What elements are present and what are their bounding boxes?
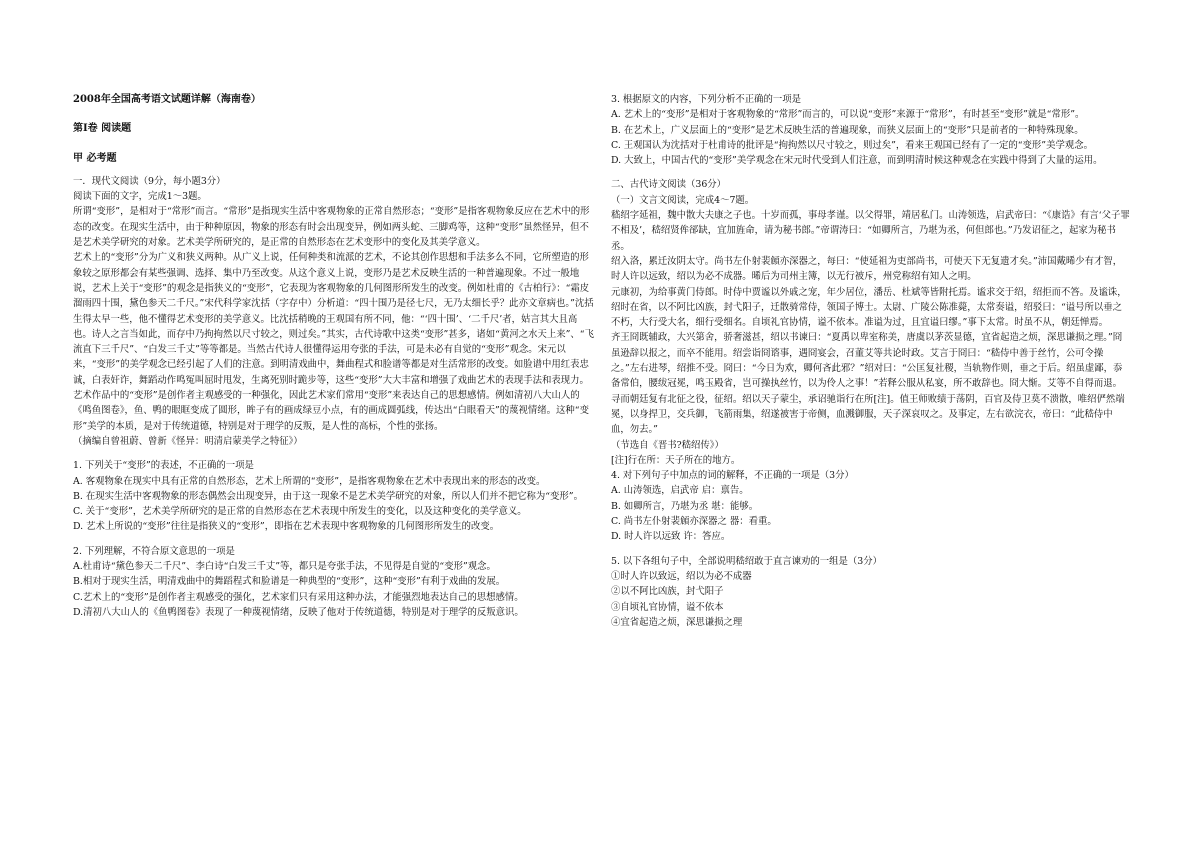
passage-paragraph: 寻而朝廷复有北征之役，征绍。绍以天子蒙尘，承诏驰诣行在所[注]。值王师败绩于荡阴，百官及侍卫莫不溃散，唯绍俨然端冕，以身捍卫，交兵御，飞箭雨集，绍遂被害于帝侧，血溅御服，天子深哀叹之。及事定，左右欲浣衣，帝曰：“此嵇侍中血，勿去。” [611,393,1125,436]
option: B. 在艺术上，广义层面上的“变形”是艺术反映生活的普遍现象，而狭义层面上的“变形”只是前者的一种特殊现象。 [611,124,1084,136]
option: A. 山涛领选，启武帝 启：禀告。 [611,485,749,497]
option: A. 客观物象在现实中具有正常的自然形态，艺术上所谓的“变形”，是指客观物象在艺术中表现出来的形态的改变。 [73,475,546,487]
right-column [611,92,1131,630]
option: D.清初八大山人的《鱼鸭图卷》表现了一种蔑视情绪，反映了他对于传统道德，特别是对于理学的反叛意识。 [73,606,524,618]
passage-source: （节选自《晋书?嵇绍传》） [611,439,724,451]
question-stem: 2. 下列理解，不符合原文意思的一项是 [73,545,235,557]
option: B.相对于现实生活，明清戏曲中的舞蹈程式和脸谱是一种典型的“变形”，这种“变形”有利于戏曲的发展。 [73,576,506,588]
section-heading: 甲 必考题 [73,152,117,164]
option: D. 大致上，中国古代的“变形”美学观念在宋元时代受到人们注意，而到明清时候这种观念在实践中得到了大量的运用。 [611,155,1103,167]
passage-paragraph: 绍入洛，累迁汝阴太守。尚书左仆射裴頠亦深器之，每曰：“使延祖为吏部尚书，可使天下无复遗才矣。”沛国戴晞少有才智，时人许以远致，绍以为必不成器。晞后为司州主簿，以无行被斥，州党称绍有知人之明。 [611,255,1123,283]
option: D. 艺术上所说的“变形”往往是指狭义的“变形”，即指在艺术表现中客观物象的几何图形所发生的改变。 [73,521,500,533]
question-stem: 3. 根据原文的内容，下列分析不正确的一项是 [611,94,802,105]
option: B. 如卿所言，乃堪为丞 堪：能够。 [611,500,759,512]
passage-paragraph: 艺术作品中的“变形”是创作者主观感受的一种强化，因此艺术家们常用“变形”来表达自己的思想感情。例如清初八大山人的《鸣鱼图卷》，鱼、鸭的眼眶变成了圆形，眸子有的画成绿豆小点，有的画成圆弧线，传达出“白眼看天”的蔑视情绪。这种“变形”美学的本质，是对于传统道德，特别是对于理学的反叛，是人性的高标，个性的张扬。 [73,390,589,432]
left-column [73,92,595,620]
question-stem: 1. 下列关于“变形”的表述，不正确的一项是 [73,460,254,472]
option: ④宜省起造之烦，深思谦损之理 [611,616,743,628]
option: ③自顷礼官协情，谥不依本 [611,601,724,613]
passage-paragraph: 嵇绍字延祖，魏中散大夫康之子也。十岁而孤，事母孝谨。以父得罪，靖居私门。山涛领选，启武帝曰：“《康诰》有言‘父子罪不相及’，嵇绍贤侔郤缺，宜加旌命，请为秘书郎。”帝谓涛曰：“如卿所言，乃堪为丞，何但郎也。”乃发诏征之，起家为秘书丞。 [611,210,1130,252]
option: C. 王观国认为沈括对于杜甫诗的批评是“拘拘然以尺寸较之，则过矣”，看来王观国已经有了一定的“变形”美学观念。 [611,139,1093,151]
instruction: 阅读下面的文字，完成1～3题。 [73,191,207,203]
option: ①时人许以致远，绍以为必不成器 [611,570,752,582]
option: A. 艺术上的“变形”是相对于客观物象的“常形”而言的，可以说“变形”来源于“常形”，有时甚至“变形”就是“常形”。 [611,109,1085,121]
instruction: （一）文言文阅读，完成4～7题。 [611,194,755,206]
passage-paragraph: 艺术上的“变形”分为广义和狭义两种。从广义上说，任何种类和流派的艺术，不论其创作思想和手法多么不同，它所塑造的形象较之原形都会有某些强调、选择、集中乃至改变。从这个意义上说，变形乃是艺术反映生活的一种普遍现象。不过一般地说，艺术上关于“变形”的观念是指狭义的“变形”，它表现为客观物象的几何图形所发生的改变。例如杜甫的《古柏行》：“霜皮溜雨四十围，黛色参天二千尺。”宋代科学家沈括（字存中）分析道：“四十围乃是径七尺，无乃太细长乎？此亦文章病也。”沈括生得太早一些，他不懂得艺术变形的美学意义。比沈括稍晚的王观国有所不同，他：“‘四十围’、‘二千尺’者，姑言其大且高也。诗人之言当如此，而存中乃拘拘然以尺寸较之，则过矣。”其实，古代诗歌中这类“变形”甚多，诸如“黄河之水天上来”、“飞流直下三千尺”、“白发三千丈”等等都是。当然古代诗人很懂得运用夸张的手法，可是未必有自觉的“变形”观念。宋元以来，“变形”的美学观念已经引起了人们的注意。到明清戏曲中，舞曲程式和脸谱等都是对生活常形的改变。如脸谱中用红表忠诚，白表奸诈，舞蹈动作鸣冤叫屈时甩发，生离死别时跪步等，这些“变形”大大丰富和增强了戏曲艺术的表现手法和表现力。 [73,252,594,386]
question-stem: 5. 以下各组句子中，全部说明嵇绍敢于直言谏劝的一组是（3分） [611,555,883,567]
option: C. 尚书左仆射裴頠亦深器之 器：看重。 [611,516,777,528]
question-group-heading: 一．现代文阅读（9分，每小题3分） [73,175,226,187]
passage-paragraph: 元康初，为给事黄门侍郎。时侍中贾谧以外戚之宠，年少居位，潘岳、杜斌等皆附托焉。谧求交于绍，绍拒而不答。及谧诛，绍时在省，以不阿比凶族，封弋阳子，迁散骑常侍，领国子博士。太尉、广陵公陈准薨，太常奏谥，绍驳曰：“谥号所以垂之不朽，大行受大名，细行受细名。自顷礼官协情，谥不依本。准谥为过，且宜谥曰缪。”事下太常。时虽不从，朝廷惮焉。 [611,286,1127,329]
part-heading: 第Ⅰ卷 阅读题 [73,123,132,135]
option: C.艺术上的“变形”是创作者主观感受的强化，艺术家们只有采用这种办法，才能强烈地表达自己的思想感情。 [73,591,524,603]
footnote: [注]行在所：天子所在的地方。 [611,454,741,466]
option: ②以不阿比凶族，封弋阳子 [611,586,724,598]
document-title: 2008年全国高考语文试题详解（海南卷） [73,94,261,105]
passage-paragraph: 所谓“变形”，是相对于“常形”而言。“常形”是指现实生活中客观物象的正常自然形态；“变形”是指客观物象反应在艺术中的形态的改变。在现实生活中，由于种种原因，物象的形态有时会出现变异，例如两头蛇、三脚鸡等，这种“变形”虽然怪异，但不是艺术美学研究的对象。艺术美学所研究的，是正常的自然形态在艺术变形中的变化及其美学意义。 [73,206,590,249]
option: A.杜甫诗“黛色参天二千尺”、李白诗“白发三千丈”等，都只是夸张手法，不见得是自觉的“变形”观念。 [73,561,496,573]
option: C. 关于“变形”，艺术美学所研究的是正常的自然形态在艺术表现中所发生的变化，以及这种变化的美学意义。 [73,506,527,518]
passage-paragraph: 齐王冏既辅政，大兴第舍，骄奢滋甚，绍以书谏曰：“夏禹以卑室称美，唐虞以茅茨显德，宜省起造之烦，深思谦损之理。”冏虽逊辞以报之，而卒不能用。绍尝诣冏谘事，遇冏宴会，召董艾等共论时政。艾言于冏曰：“嵇侍中善于丝竹，公可令操之。”左右进琴，绍推不受。冏曰：“今日为欢，卿何吝此邪？”绍对曰：“公匡复社稷，当轨物作则，垂之于后。绍虽虚鄙，忝备常伯，腰绂冠冕，鸣玉殿省，岂可操执丝竹，以为伶人之事！”若释公服从私宴，所不敢辞也。冏大惭。艾等不自得而退。 [611,332,1123,390]
option: B. 在现实生活中客观物象的形态偶然会出现变异，由于这一现象不是艺术美学研究的对象，所以人们并不把它称为“变形”。 [73,490,583,502]
passage-source: （摘编自曾祖蔚、曾新《怪异：明清启蒙美学之特征》） [73,435,303,447]
question-stem: 4. 对下列句子中加点的词的解释，不正确的一项是（3分） [611,470,854,482]
option: D. 时人许以远致 许：答应。 [611,531,731,543]
question-group-heading: 二、古代诗文阅读（36分） [611,179,727,191]
